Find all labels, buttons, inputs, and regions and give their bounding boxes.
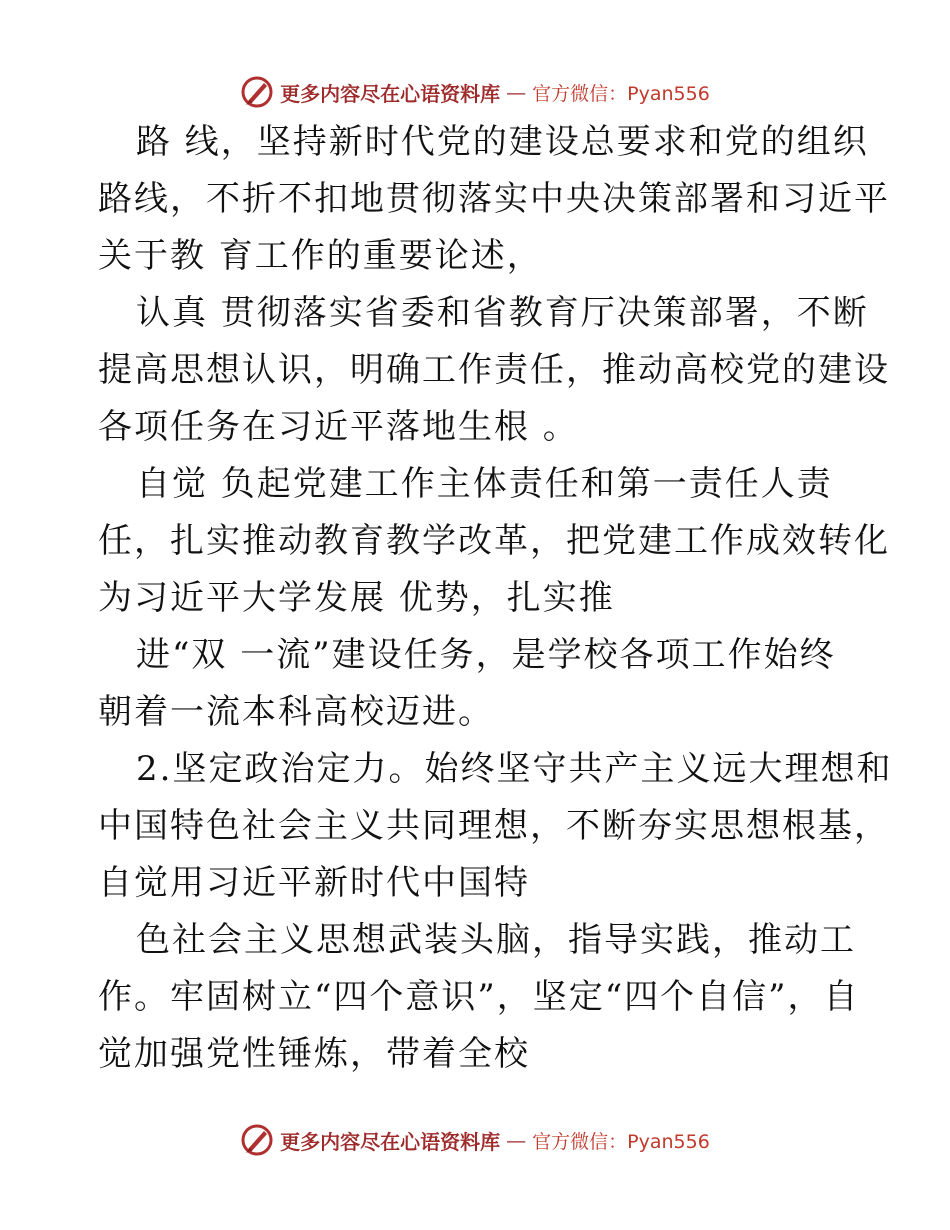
text-line: 觉加强党性锤炼，带着全校 [98, 1034, 530, 1074]
text-line: 认真 贯彻落实省委和省教育厅决策部署，不断 [136, 293, 869, 333]
header-banner [0, 72, 950, 112]
text-line: 提高思想认识，明确工作责任，推动高校党的建设 [98, 350, 890, 390]
text-line: 路线，不折不扣地贯彻落实中央决策部署和习近平 [98, 179, 890, 219]
text-line: 朝着一流本科高校迈进。 [98, 692, 494, 732]
text-line: 作。牢固树立“四个意识”，坚定“四个自信”，自 [98, 977, 860, 1017]
text-line: 任，扎实推动教育教学改革，把党建工作成效转化 [98, 521, 890, 561]
text-line: 关于教 育工作的重要论述， [98, 236, 543, 276]
footer-brand-text: 更多内容尽在心语资料库 [280, 1129, 501, 1154]
text-line: 自觉用习近平新时代中国特 [98, 863, 530, 903]
header-dash: — [506, 80, 527, 104]
text-line: 中国特色社会主义共同理想，不断夯实思想根基， [98, 806, 890, 846]
header-contact-text: 官方微信：Pyan556 [532, 82, 710, 105]
footer-dash: — [506, 1128, 527, 1152]
footer-contact-text: 官方微信：Pyan556 [532, 1130, 710, 1153]
footer-banner [0, 1120, 950, 1160]
pen-logo-icon [240, 1123, 274, 1157]
pen-logo-icon [240, 75, 274, 109]
text-line: 色社会主义思想武装头脑，指导实践，推动工 [136, 920, 856, 960]
text-line: 各项任务在习近平落地生根 。 [98, 407, 579, 447]
text-line: 为习近平大学发展 优势，扎实推 [98, 578, 615, 618]
text-line: 2.坚定政治定力。始终坚守共产主义远大理想和 [136, 749, 893, 789]
text-line: 路 线，坚持新时代党的建设总要求和党的组织 [136, 122, 869, 162]
text-line: 自觉 负起党建工作主体责任和第一责任人责 [136, 464, 833, 504]
text-line: 进“双 一流”建设任务，是学校各项工作始终 [136, 635, 836, 675]
header-brand-text: 更多内容尽在心语资料库 [280, 81, 501, 106]
